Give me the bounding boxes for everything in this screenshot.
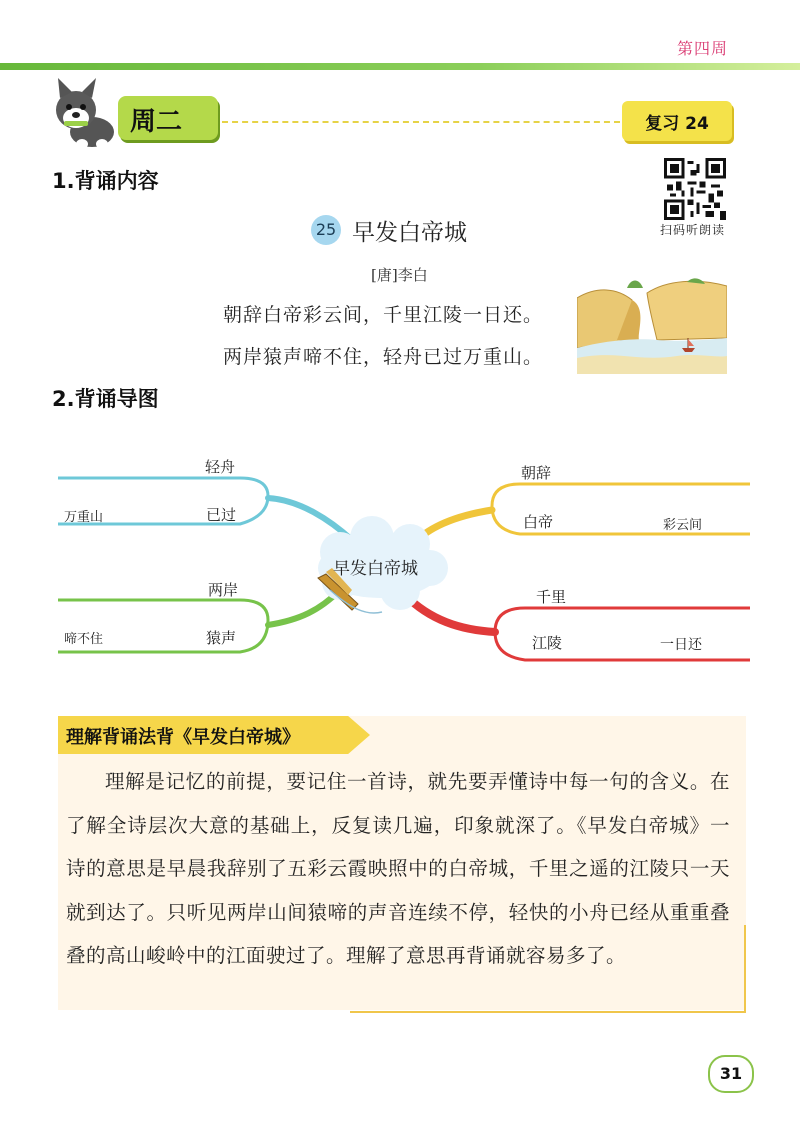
mm-upper-right-end: 彩云间	[663, 518, 703, 533]
mm-upper-left-mid: 已过	[206, 506, 237, 524]
section-heading-recite-content: 1.背诵内容	[52, 169, 159, 193]
poem-line-1: 朝辞白帝彩云间，千里江陵一日还。	[223, 304, 544, 326]
section-heading-mind-map: 2.背诵导图	[52, 387, 159, 411]
dog-mascot-icon	[46, 74, 126, 154]
poem-author: [唐]李白	[371, 266, 428, 284]
method-side-border	[744, 925, 746, 1011]
day-label: 周二	[130, 107, 183, 137]
method-paragraph: 理解是记忆的前提，要记住一首诗，就先要弄懂诗中每一句的含义。在了解全诗层次大意的基础上，反复读几遍，印象就深了。《早发白帝城》一诗的意思是早晨我辞别了五彩云霞映照中的白帝城，千里之遥的江陵只一天就到达了。只听见两岸山间猿啼的声音连续不停，轻快的小舟已经从重重叠叠的高山峻岭中的江面驶过了。理解了意思再背诵就容易多了。	[66, 770, 730, 967]
mm-center-label: 早发白帝城	[333, 559, 418, 579]
gorge-boat-illustration	[577, 278, 727, 374]
poem-title: 早发白帝城	[352, 220, 467, 246]
mm-upper-right-mid: 白帝	[523, 513, 554, 531]
page-number: 31	[708, 1055, 754, 1093]
method-bottom-border	[350, 1011, 746, 1013]
qr-code-icon[interactable]	[664, 158, 726, 220]
mm-lower-left-end: 啼不住	[64, 632, 104, 647]
method-title: 理解背诵法背《早发白帝城》	[66, 727, 300, 748]
mm-lower-right-top: 千里	[536, 588, 567, 606]
review-label: 复习 24	[645, 114, 709, 134]
mm-upper-left-end: 万重山	[64, 510, 104, 525]
mm-upper-left-top: 轻舟	[205, 458, 236, 476]
mm-lower-right-mid: 江陵	[532, 634, 563, 652]
qr-caption: 扫码听朗读	[660, 223, 726, 237]
mm-lower-left-mid: 猿声	[206, 629, 237, 647]
mm-lower-right-end: 一日还	[660, 637, 702, 653]
branch-stem-lower-right	[405, 595, 495, 632]
header-divider	[0, 63, 800, 70]
mm-upper-right-top: 朝辞	[521, 464, 552, 482]
mm-lower-left-top: 两岸	[208, 581, 239, 599]
poem-number-badge: 25	[311, 215, 341, 245]
week-label: 第四周	[677, 39, 729, 58]
dashed-divider	[222, 121, 620, 123]
poem-line-2: 两岸猿声啼不住，轻舟已过万重山。	[223, 346, 544, 368]
